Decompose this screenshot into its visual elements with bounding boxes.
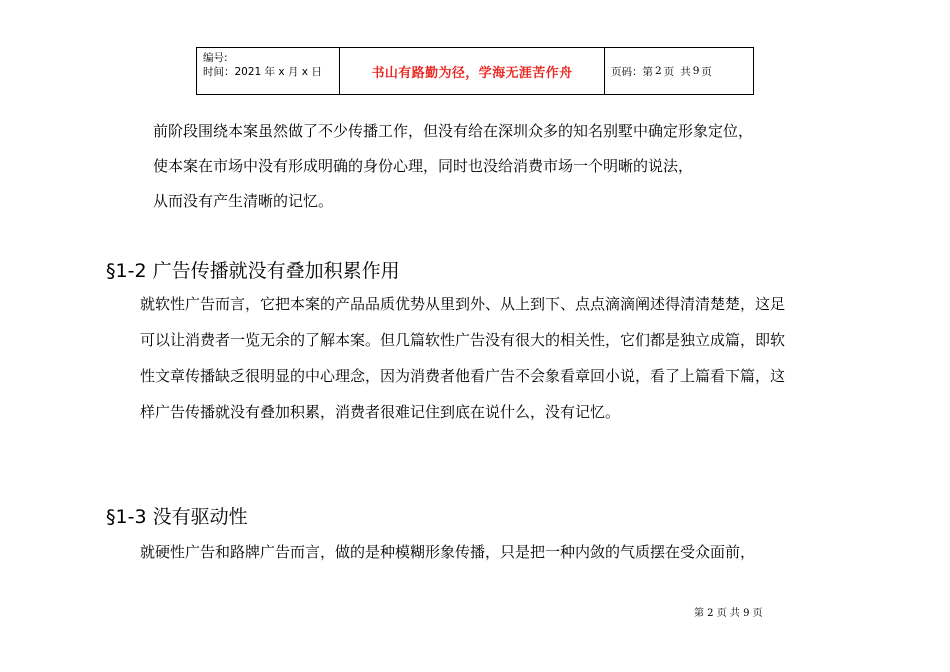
section-1-2-line-3: 性文章传播缺乏很明显的中心理念，因为消费者他看广告不会象看章回小说，看了上篇看下篇，这 xyxy=(140,367,786,385)
header-page-cell xyxy=(605,48,753,94)
time-value: 2021 年 x 月 x 日 xyxy=(234,66,322,78)
page-label: 页码： xyxy=(611,65,643,78)
section-1-2-line-2: 可以让消费者一览无余的了解本案。但几篇软性广告没有很大的相关性，它们都是独立成篇，即软 xyxy=(140,331,786,349)
intro-line-3: 从而没有产生清晰的记忆。 xyxy=(153,192,334,210)
section-1-3-line-1: 就硬性广告和路牌广告而言，做的是种模糊形象传播，只是把一种内敛的气质摆在受众面前， xyxy=(140,543,756,561)
page-total-unit: 页 xyxy=(701,65,712,78)
page-current-number: 2 xyxy=(655,65,662,77)
header-motto-cell xyxy=(340,48,605,94)
intro-line-1: 前阶段围绕本案虽然做了不少传播工作，但没有给在深圳众多的知名别墅中确定形象定位， xyxy=(153,122,754,140)
page-total-number: 9 xyxy=(692,65,700,77)
number-label: 编号: xyxy=(203,52,228,64)
intro-line-2: 使本案在市场中没有形成明确的身份心理，同时也没给消费市场一个明晰的说法， xyxy=(153,157,694,175)
document-header-table xyxy=(196,47,754,95)
section-1-2-line-1: 就软性广告而言，它把本案的产品品质优势从里到外、从上到下、点点滴滴阐述得清清楚楚，这足 xyxy=(140,295,786,313)
page-total-word: 共 xyxy=(680,65,691,78)
section-1-2-line-4: 样广告传播就没有叠加积累，消费者很难记住到底在说什么，没有记忆。 xyxy=(140,403,621,421)
section-heading-1-3: §1-3 没有驱动性 xyxy=(106,506,248,528)
time-row xyxy=(203,65,339,79)
motto-text: 书山有路勤为径，学海无涯苦作舟 xyxy=(371,65,573,81)
page-current-unit: 页 xyxy=(663,65,675,78)
header-meta-cell xyxy=(197,48,340,94)
time-label: 时间： xyxy=(203,66,235,78)
page-footer: 第 2 页 共 9 页 xyxy=(694,608,763,619)
page-current-word: 第 xyxy=(642,65,653,78)
section-heading-1-2: §1-2 广告传播就没有叠加积累作用 xyxy=(106,260,400,282)
